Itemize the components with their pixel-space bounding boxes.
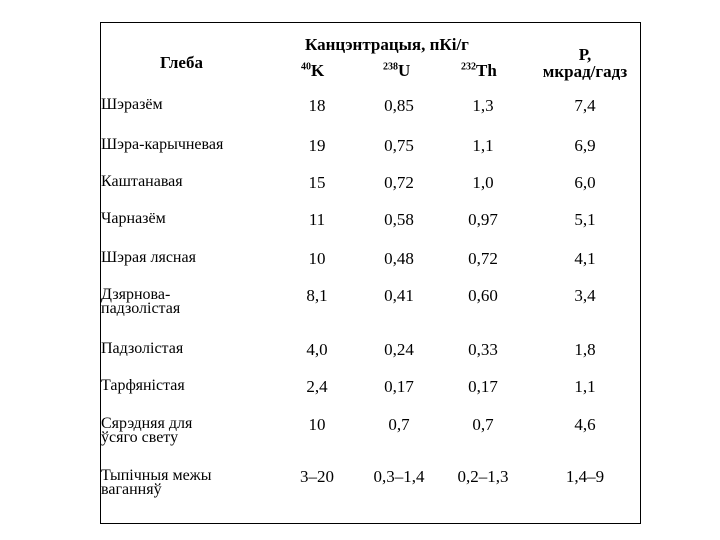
soil-name: Каштанавая <box>101 173 183 190</box>
soil-name: Тарфяністая <box>101 377 185 394</box>
value-k: 11 <box>308 210 326 229</box>
value-p: 4,1 <box>574 249 596 268</box>
value-u: 0,17 <box>384 377 414 396</box>
value-k: 10 <box>308 249 326 268</box>
value-th: 0,72 <box>468 249 498 268</box>
dose-rate-header-line2: мкрад/гадз <box>542 62 628 81</box>
value-p: 1,4–9 <box>565 467 605 486</box>
soil-name: Падзолістая <box>101 340 184 357</box>
soil-name: Тыпічныя межы <box>101 467 212 484</box>
value-p: 5,1 <box>574 210 596 229</box>
value-th: 1,1 <box>472 136 494 155</box>
value-k: 19 <box>308 136 326 155</box>
value-u: 0,72 <box>384 173 414 192</box>
value-th: 0,33 <box>468 340 498 359</box>
soil-name: Чарназём <box>101 210 166 227</box>
value-u: 0,48 <box>384 249 414 268</box>
dose-rate-header-line1: Р, <box>578 45 592 64</box>
value-th: 0,60 <box>468 286 498 305</box>
value-u: 0,24 <box>384 340 414 359</box>
value-p: 3,4 <box>574 286 596 305</box>
value-k: 15 <box>308 173 326 192</box>
isotope-th-header: $^{232}$Th <box>461 61 497 80</box>
value-k: 3–20 <box>300 467 334 486</box>
value-p: 6,0 <box>574 173 596 192</box>
value-p: 1,8 <box>574 340 596 359</box>
value-th: 1,0 <box>472 173 494 192</box>
value-p: 7,4 <box>574 96 596 115</box>
value-k: 4,0 <box>306 340 328 359</box>
soil-name: Шэрая лясная <box>101 249 196 266</box>
concentration-header: Канцэнтрацыя, пКі/г <box>305 35 469 54</box>
soil-name: Шэра-карычневая <box>101 136 224 153</box>
soil-name: Сярэдняя для <box>101 415 193 432</box>
value-th: 0,2–1,3 <box>457 467 509 486</box>
value-k: 10 <box>308 415 326 434</box>
value-th: 1,3 <box>472 96 494 115</box>
soil-name: ўсяго свету <box>101 429 179 446</box>
soil-name: ваганняў <box>101 481 162 498</box>
value-u: 0,7 <box>388 415 410 434</box>
soil-name: Дзярнова- <box>101 286 171 303</box>
value-th: 0,17 <box>468 377 498 396</box>
soil-name: Шэразём <box>101 96 163 113</box>
value-u: 0,58 <box>384 210 414 229</box>
value-p: 1,1 <box>574 377 596 396</box>
value-u: 0,85 <box>384 96 414 115</box>
isotope-u-header: $^{238}$U <box>383 61 411 80</box>
value-u: 0,75 <box>384 136 414 155</box>
soil-name: падзолістая <box>101 300 181 317</box>
value-k: 8,1 <box>306 286 328 305</box>
value-th: 0,7 <box>472 415 494 434</box>
value-u: 0,3–1,4 <box>373 467 425 486</box>
isotope-k-header: $^{40}$K <box>301 61 325 80</box>
value-k: 18 <box>308 96 326 115</box>
soil-column-header: Глеба <box>160 53 203 72</box>
value-k: 2,4 <box>306 377 328 396</box>
value-p: 4,6 <box>574 415 596 434</box>
value-th: 0,97 <box>468 210 498 229</box>
value-u: 0,41 <box>384 286 414 305</box>
value-p: 6,9 <box>574 136 596 155</box>
